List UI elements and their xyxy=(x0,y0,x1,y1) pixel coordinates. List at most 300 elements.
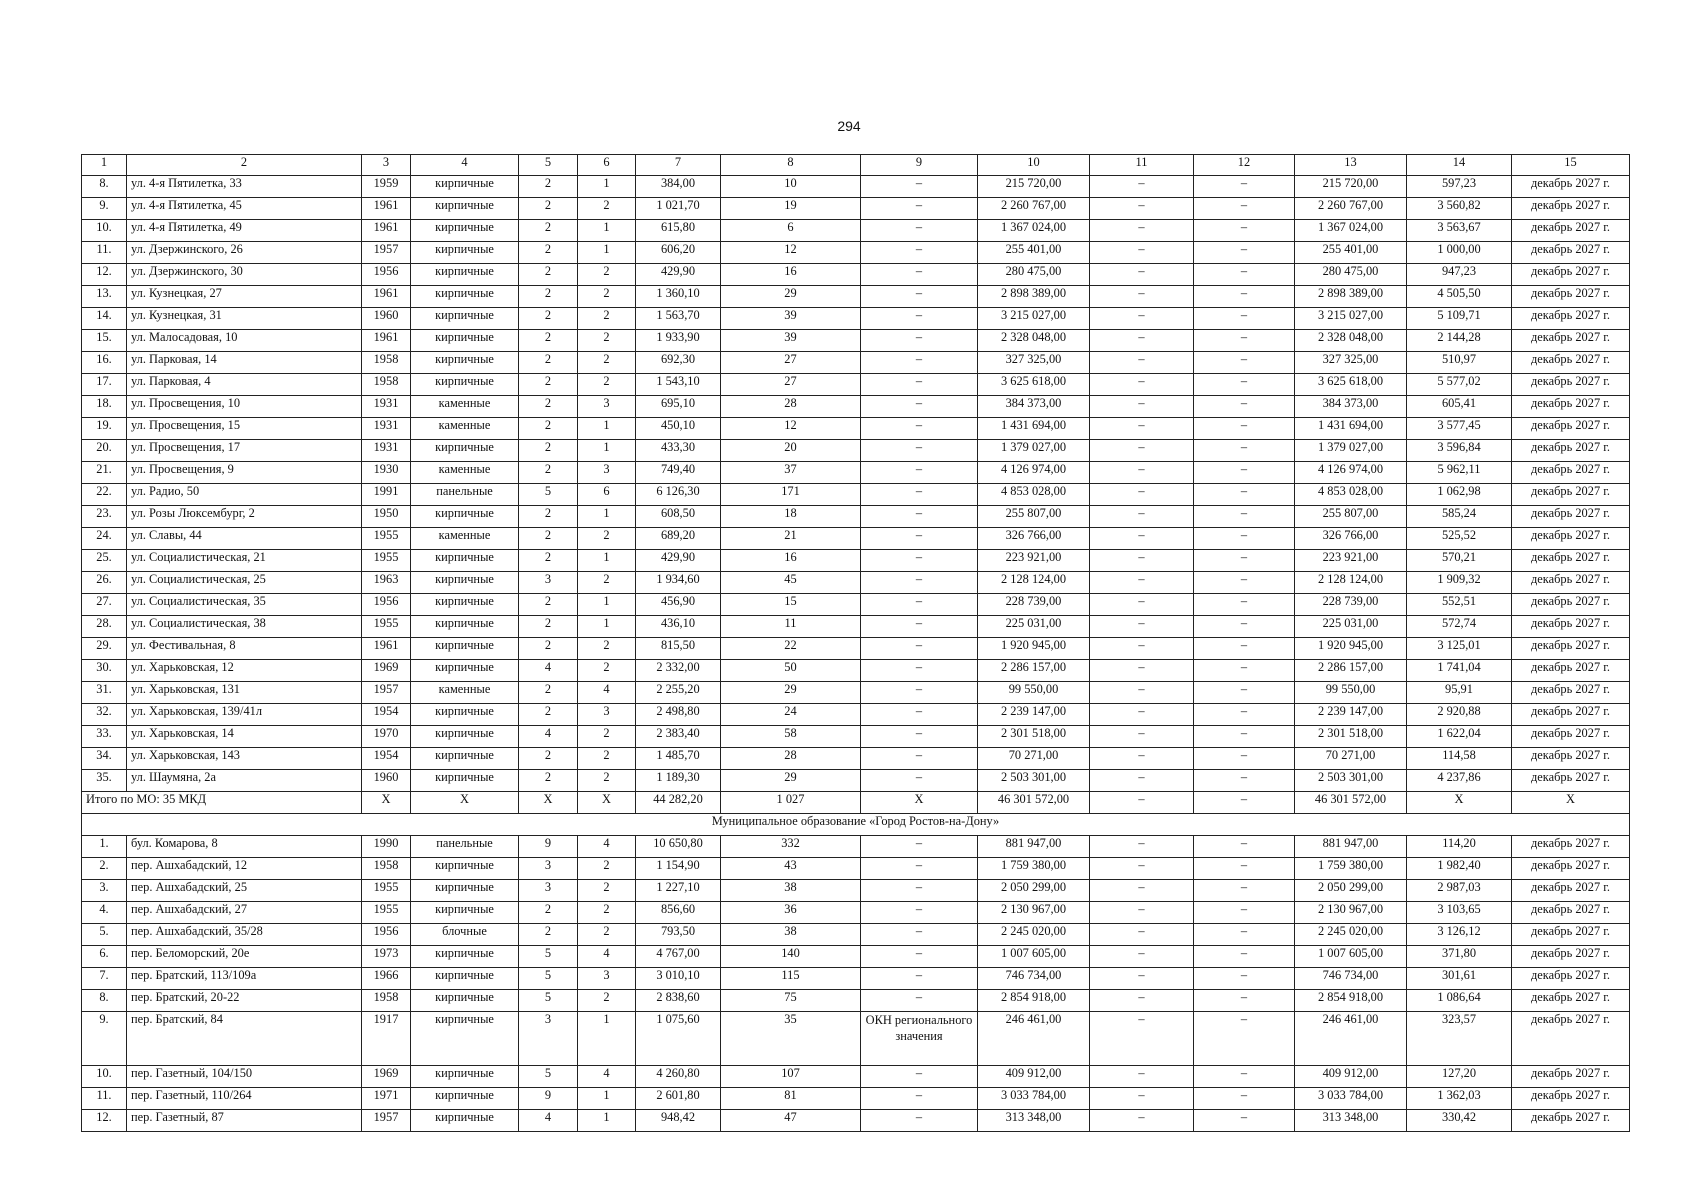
year-built: 1931 xyxy=(362,418,411,440)
table-row xyxy=(82,748,1630,770)
cost-per-sqm: 301,61 xyxy=(1407,968,1512,990)
address: ул. 4-я Пятилетка, 49 xyxy=(127,220,362,242)
wall-material: каменные xyxy=(411,418,519,440)
residents: 36 xyxy=(721,902,861,924)
floors: 2 xyxy=(519,550,578,572)
row-number: 35. xyxy=(82,770,127,792)
entrances: 2 xyxy=(578,726,636,748)
year-built: 1955 xyxy=(362,902,411,924)
row-number: 34. xyxy=(82,748,127,770)
table-row xyxy=(82,330,1630,352)
col-13: 255 401,00 xyxy=(1295,242,1407,264)
table-row xyxy=(82,638,1630,660)
table-row xyxy=(82,550,1630,572)
repair-cost: 1 367 024,00 xyxy=(978,220,1090,242)
wall-material: кирпичные xyxy=(411,242,519,264)
table-row xyxy=(82,858,1630,880)
table-row xyxy=(82,682,1630,704)
wall-material: кирпичные xyxy=(411,506,519,528)
okn-status: – xyxy=(861,374,978,396)
col-11: – xyxy=(1090,1066,1194,1088)
wall-material: кирпичные xyxy=(411,440,519,462)
col-13: 2 260 767,00 xyxy=(1295,198,1407,220)
table-row xyxy=(82,660,1630,682)
entrances: 1 xyxy=(578,550,636,572)
cost-per-sqm: 1 086,64 xyxy=(1407,990,1512,1012)
row-number: 2. xyxy=(82,858,127,880)
row-number: 22. xyxy=(82,484,127,506)
completion-term: декабрь 2027 г. xyxy=(1512,1088,1630,1110)
floors: 4 xyxy=(519,726,578,748)
completion-term: декабрь 2027 г. xyxy=(1512,550,1630,572)
row-number: 4. xyxy=(82,902,127,924)
col-12: – xyxy=(1194,858,1295,880)
cost-per-sqm: 323,57 xyxy=(1407,1012,1512,1066)
year-built: 1955 xyxy=(362,880,411,902)
total-total: 46 301 572,00 xyxy=(978,792,1090,814)
cost-per-sqm: 3 596,84 xyxy=(1407,440,1512,462)
total-res: 1 027 xyxy=(721,792,861,814)
table-row xyxy=(82,968,1630,990)
entrances: 1 xyxy=(578,594,636,616)
repair-cost: 223 921,00 xyxy=(978,550,1090,572)
completion-term: декабрь 2027 г. xyxy=(1512,902,1630,924)
completion-term: декабрь 2027 г. xyxy=(1512,880,1630,902)
cost-per-sqm: 5 962,11 xyxy=(1407,462,1512,484)
wall-material: каменные xyxy=(411,462,519,484)
entrances: 4 xyxy=(578,1066,636,1088)
table-row xyxy=(82,440,1630,462)
okn-status: – xyxy=(861,704,978,726)
address: ул. Социалистическая, 21 xyxy=(127,550,362,572)
okn-status: – xyxy=(861,286,978,308)
total-area: 2 332,00 xyxy=(636,660,721,682)
completion-term: декабрь 2027 г. xyxy=(1512,418,1630,440)
entrances: 1 xyxy=(578,506,636,528)
address: ул. Славы, 44 xyxy=(127,528,362,550)
total-area: 2 383,40 xyxy=(636,726,721,748)
repair-cost: 2 128 124,00 xyxy=(978,572,1090,594)
okn-status: – xyxy=(861,968,978,990)
year-built: 1957 xyxy=(362,682,411,704)
residents: 140 xyxy=(721,946,861,968)
okn-status: – xyxy=(861,1088,978,1110)
address: пер. Ашхабадский, 27 xyxy=(127,902,362,924)
col-12: – xyxy=(1194,924,1295,946)
table-row xyxy=(82,198,1630,220)
col-12: – xyxy=(1194,396,1295,418)
cost-per-sqm: 4 505,50 xyxy=(1407,286,1512,308)
table-row xyxy=(82,1110,1630,1132)
floors: 2 xyxy=(519,748,578,770)
floors: 2 xyxy=(519,682,578,704)
entrances: 2 xyxy=(578,198,636,220)
repair-cost: 1 007 605,00 xyxy=(978,946,1090,968)
residents: 37 xyxy=(721,462,861,484)
total-area: 856,60 xyxy=(636,902,721,924)
okn-status: – xyxy=(861,462,978,484)
residents: 6 xyxy=(721,220,861,242)
col-11: – xyxy=(1090,484,1194,506)
entrances: 2 xyxy=(578,880,636,902)
table-row xyxy=(82,902,1630,924)
address: пер. Братский, 84 xyxy=(127,1012,362,1066)
table-row xyxy=(82,1012,1630,1066)
col-12: – xyxy=(1194,506,1295,528)
cost-per-sqm: 1 741,04 xyxy=(1407,660,1512,682)
row-number: 10. xyxy=(82,220,127,242)
table-row xyxy=(82,836,1630,858)
completion-term: декабрь 2027 г. xyxy=(1512,308,1630,330)
completion-term: декабрь 2027 г. xyxy=(1512,1012,1630,1066)
col-12: – xyxy=(1194,682,1295,704)
col-12: – xyxy=(1194,770,1295,792)
row-number: 15. xyxy=(82,330,127,352)
repair-cost: 2 260 767,00 xyxy=(978,198,1090,220)
col-11: – xyxy=(1090,858,1194,880)
col-13: 1 007 605,00 xyxy=(1295,946,1407,968)
entrances: 1 xyxy=(578,1088,636,1110)
address: ул. Розы Люксембург, 2 xyxy=(127,506,362,528)
year-built: 1971 xyxy=(362,1088,411,1110)
year-built: 1954 xyxy=(362,704,411,726)
total-c6: X xyxy=(578,792,636,814)
cost-per-sqm: 371,80 xyxy=(1407,946,1512,968)
residents: 29 xyxy=(721,770,861,792)
entrances: 6 xyxy=(578,484,636,506)
total-area: 3 010,10 xyxy=(636,968,721,990)
column-header-1: 1 xyxy=(82,155,127,176)
repair-cost: 4 853 028,00 xyxy=(978,484,1090,506)
table-row xyxy=(82,242,1630,264)
residents: 19 xyxy=(721,198,861,220)
residents: 21 xyxy=(721,528,861,550)
table-row xyxy=(82,726,1630,748)
col-12: – xyxy=(1194,990,1295,1012)
row-number: 16. xyxy=(82,352,127,374)
col-12: – xyxy=(1194,550,1295,572)
okn-status: – xyxy=(861,308,978,330)
floors: 2 xyxy=(519,176,578,198)
floors: 2 xyxy=(519,902,578,924)
total-label: Итого по МО: 35 МКД xyxy=(82,792,362,814)
floors: 2 xyxy=(519,440,578,462)
total-area: 815,50 xyxy=(636,638,721,660)
floors: 2 xyxy=(519,286,578,308)
wall-material: кирпичные xyxy=(411,330,519,352)
okn-status: – xyxy=(861,990,978,1012)
col-13: 384 373,00 xyxy=(1295,396,1407,418)
wall-material: кирпичные xyxy=(411,748,519,770)
table-row xyxy=(82,462,1630,484)
row-number: 14. xyxy=(82,308,127,330)
entrances: 4 xyxy=(578,946,636,968)
total-area: 695,10 xyxy=(636,396,721,418)
repair-cost: 99 550,00 xyxy=(978,682,1090,704)
table-row xyxy=(82,286,1630,308)
col-11: – xyxy=(1090,726,1194,748)
entrances: 2 xyxy=(578,374,636,396)
wall-material: кирпичные xyxy=(411,1012,519,1066)
repair-cost: 4 126 974,00 xyxy=(978,462,1090,484)
col-13: 1 920 945,00 xyxy=(1295,638,1407,660)
total-area: 606,20 xyxy=(636,242,721,264)
completion-term: декабрь 2027 г. xyxy=(1512,660,1630,682)
wall-material: кирпичные xyxy=(411,374,519,396)
completion-term: декабрь 2027 г. xyxy=(1512,462,1630,484)
row-number: 12. xyxy=(82,1110,127,1132)
section-title: Муниципальное образование «Город Ростов-на-Дону» xyxy=(82,814,1630,836)
wall-material: кирпичные xyxy=(411,704,519,726)
cost-per-sqm: 330,42 xyxy=(1407,1110,1512,1132)
col-11: – xyxy=(1090,990,1194,1012)
col-13: 4 853 028,00 xyxy=(1295,484,1407,506)
residents: 29 xyxy=(721,286,861,308)
year-built: 1970 xyxy=(362,726,411,748)
row-number: 24. xyxy=(82,528,127,550)
entrances: 4 xyxy=(578,682,636,704)
wall-material: кирпичные xyxy=(411,638,519,660)
wall-material: каменные xyxy=(411,396,519,418)
section-header-row xyxy=(82,814,1630,836)
cost-per-sqm: 597,23 xyxy=(1407,176,1512,198)
floors: 5 xyxy=(519,968,578,990)
cost-per-sqm: 572,74 xyxy=(1407,616,1512,638)
col-13: 881 947,00 xyxy=(1295,836,1407,858)
residents: 107 xyxy=(721,1066,861,1088)
address: ул. Харьковская, 14 xyxy=(127,726,362,748)
cost-per-sqm: 1 982,40 xyxy=(1407,858,1512,880)
cost-per-sqm: 1 362,03 xyxy=(1407,1088,1512,1110)
entrances: 1 xyxy=(578,616,636,638)
row-number: 9. xyxy=(82,198,127,220)
residents: 29 xyxy=(721,682,861,704)
floors: 2 xyxy=(519,242,578,264)
entrances: 4 xyxy=(578,836,636,858)
wall-material: кирпичные xyxy=(411,550,519,572)
cost-per-sqm: 3 563,67 xyxy=(1407,220,1512,242)
floors: 2 xyxy=(519,264,578,286)
okn-status: – xyxy=(861,440,978,462)
total-area: 749,40 xyxy=(636,462,721,484)
cost-per-sqm: 1 000,00 xyxy=(1407,242,1512,264)
repair-cost: 2 898 389,00 xyxy=(978,286,1090,308)
total-area: 1 154,90 xyxy=(636,858,721,880)
col-13: 1 379 027,00 xyxy=(1295,440,1407,462)
address: ул. Малосадовая, 10 xyxy=(127,330,362,352)
table-row xyxy=(82,418,1630,440)
repair-cost: 228 739,00 xyxy=(978,594,1090,616)
col-11: – xyxy=(1090,968,1194,990)
cost-per-sqm: 525,52 xyxy=(1407,528,1512,550)
okn-status: – xyxy=(861,220,978,242)
completion-term: декабрь 2027 г. xyxy=(1512,286,1630,308)
repair-cost: 1 920 945,00 xyxy=(978,638,1090,660)
col-11: – xyxy=(1090,638,1194,660)
repair-cost: 2 050 299,00 xyxy=(978,880,1090,902)
address: пер. Братский, 113/109а xyxy=(127,968,362,990)
row-number: 6. xyxy=(82,946,127,968)
okn-status: ОКН регионального значения xyxy=(861,1012,978,1066)
okn-status: – xyxy=(861,264,978,286)
table-row xyxy=(82,352,1630,374)
address: ул. 4-я Пятилетка, 45 xyxy=(127,198,362,220)
okn-status: – xyxy=(861,638,978,660)
year-built: 1960 xyxy=(362,770,411,792)
total-area: 1 933,90 xyxy=(636,330,721,352)
total-area: 2 601,80 xyxy=(636,1088,721,1110)
total-area: 948,42 xyxy=(636,1110,721,1132)
total-area: 692,30 xyxy=(636,352,721,374)
residents: 332 xyxy=(721,836,861,858)
col-13: 1 759 380,00 xyxy=(1295,858,1407,880)
col-13: 70 271,00 xyxy=(1295,748,1407,770)
total-area: 608,50 xyxy=(636,506,721,528)
row-number: 7. xyxy=(82,968,127,990)
cost-per-sqm: 3 577,45 xyxy=(1407,418,1512,440)
wall-material: кирпичные xyxy=(411,198,519,220)
column-header-8: 8 xyxy=(721,155,861,176)
col-12: – xyxy=(1194,374,1295,396)
row-number: 12. xyxy=(82,264,127,286)
year-built: 1961 xyxy=(362,286,411,308)
residents: 20 xyxy=(721,440,861,462)
residents: 27 xyxy=(721,374,861,396)
col-13: 3 215 027,00 xyxy=(1295,308,1407,330)
entrances: 2 xyxy=(578,264,636,286)
floors: 3 xyxy=(519,858,578,880)
col-12: – xyxy=(1194,220,1295,242)
okn-status: – xyxy=(861,528,978,550)
repair-cost: 2 245 020,00 xyxy=(978,924,1090,946)
row-number: 17. xyxy=(82,374,127,396)
wall-material: кирпичные xyxy=(411,880,519,902)
address: ул. Радио, 50 xyxy=(127,484,362,506)
cost-per-sqm: 3 560,82 xyxy=(1407,198,1512,220)
year-built: 1956 xyxy=(362,264,411,286)
year-built: 1959 xyxy=(362,176,411,198)
address: ул. Харьковская, 139/41л xyxy=(127,704,362,726)
year-built: 1955 xyxy=(362,528,411,550)
col-12: – xyxy=(1194,484,1295,506)
row-number: 9. xyxy=(82,1012,127,1066)
col-11: – xyxy=(1090,946,1194,968)
year-built: 1958 xyxy=(362,990,411,1012)
completion-term: декабрь 2027 г. xyxy=(1512,374,1630,396)
col-11: – xyxy=(1090,748,1194,770)
col-12: – xyxy=(1194,264,1295,286)
completion-term: декабрь 2027 г. xyxy=(1512,704,1630,726)
cost-per-sqm: 5 577,02 xyxy=(1407,374,1512,396)
col-13: 326 766,00 xyxy=(1295,528,1407,550)
completion-term: декабрь 2027 г. xyxy=(1512,440,1630,462)
year-built: 1950 xyxy=(362,506,411,528)
residents: 43 xyxy=(721,858,861,880)
year-built: 1931 xyxy=(362,396,411,418)
okn-status: – xyxy=(861,836,978,858)
entrances: 2 xyxy=(578,990,636,1012)
okn-status: – xyxy=(861,660,978,682)
repair-cost: 246 461,00 xyxy=(978,1012,1090,1066)
cost-per-sqm: 1 622,04 xyxy=(1407,726,1512,748)
col-11: – xyxy=(1090,396,1194,418)
floors: 2 xyxy=(519,770,578,792)
okn-status: – xyxy=(861,1066,978,1088)
col-12: – xyxy=(1194,308,1295,330)
entrances: 2 xyxy=(578,528,636,550)
row-number: 11. xyxy=(82,1088,127,1110)
year-built: 1969 xyxy=(362,1066,411,1088)
col-11: – xyxy=(1090,704,1194,726)
floors: 2 xyxy=(519,704,578,726)
table-row xyxy=(82,396,1630,418)
total-area: 1 360,10 xyxy=(636,286,721,308)
cost-per-sqm: 114,58 xyxy=(1407,748,1512,770)
completion-term: декабрь 2027 г. xyxy=(1512,1066,1630,1088)
completion-term: декабрь 2027 г. xyxy=(1512,528,1630,550)
repair-cost: 255 401,00 xyxy=(978,242,1090,264)
residents: 38 xyxy=(721,924,861,946)
row-number: 29. xyxy=(82,638,127,660)
entrances: 3 xyxy=(578,396,636,418)
table-row xyxy=(82,616,1630,638)
wall-material: панельные xyxy=(411,484,519,506)
completion-term: декабрь 2027 г. xyxy=(1512,638,1630,660)
wall-material: кирпичные xyxy=(411,1088,519,1110)
residents: 15 xyxy=(721,594,861,616)
okn-status: – xyxy=(861,550,978,572)
row-number: 25. xyxy=(82,550,127,572)
col-12: – xyxy=(1194,1110,1295,1132)
col-13: 3 625 618,00 xyxy=(1295,374,1407,396)
total-area: 450,10 xyxy=(636,418,721,440)
residents: 58 xyxy=(721,726,861,748)
cost-per-sqm: 605,41 xyxy=(1407,396,1512,418)
col-13: 2 898 389,00 xyxy=(1295,286,1407,308)
total-area: 2 498,80 xyxy=(636,704,721,726)
wall-material: кирпичные xyxy=(411,660,519,682)
total-area: 433,30 xyxy=(636,440,721,462)
entrances: 2 xyxy=(578,770,636,792)
floors: 2 xyxy=(519,616,578,638)
col-13: 2 328 048,00 xyxy=(1295,330,1407,352)
completion-term: декабрь 2027 г. xyxy=(1512,990,1630,1012)
okn-status: – xyxy=(861,352,978,374)
address: пер. Газетный, 104/150 xyxy=(127,1066,362,1088)
total-c13: 46 301 572,00 xyxy=(1295,792,1407,814)
completion-term: декабрь 2027 г. xyxy=(1512,176,1630,198)
wall-material: кирпичные xyxy=(411,946,519,968)
col-12: – xyxy=(1194,594,1295,616)
total-term: X xyxy=(1512,792,1630,814)
total-area: 429,90 xyxy=(636,264,721,286)
wall-material: кирпичные xyxy=(411,176,519,198)
repair-cost: 3 033 784,00 xyxy=(978,1088,1090,1110)
year-built: 1955 xyxy=(362,550,411,572)
col-13: 223 921,00 xyxy=(1295,550,1407,572)
total-area: 793,50 xyxy=(636,924,721,946)
residents: 47 xyxy=(721,1110,861,1132)
total-area: 1 485,70 xyxy=(636,748,721,770)
column-header-14: 14 xyxy=(1407,155,1512,176)
total-area: 689,20 xyxy=(636,528,721,550)
col-13: 2 130 967,00 xyxy=(1295,902,1407,924)
residents: 18 xyxy=(721,506,861,528)
okn-status: – xyxy=(861,858,978,880)
repair-cost: 2 503 301,00 xyxy=(978,770,1090,792)
floors: 2 xyxy=(519,418,578,440)
wall-material: кирпичные xyxy=(411,902,519,924)
